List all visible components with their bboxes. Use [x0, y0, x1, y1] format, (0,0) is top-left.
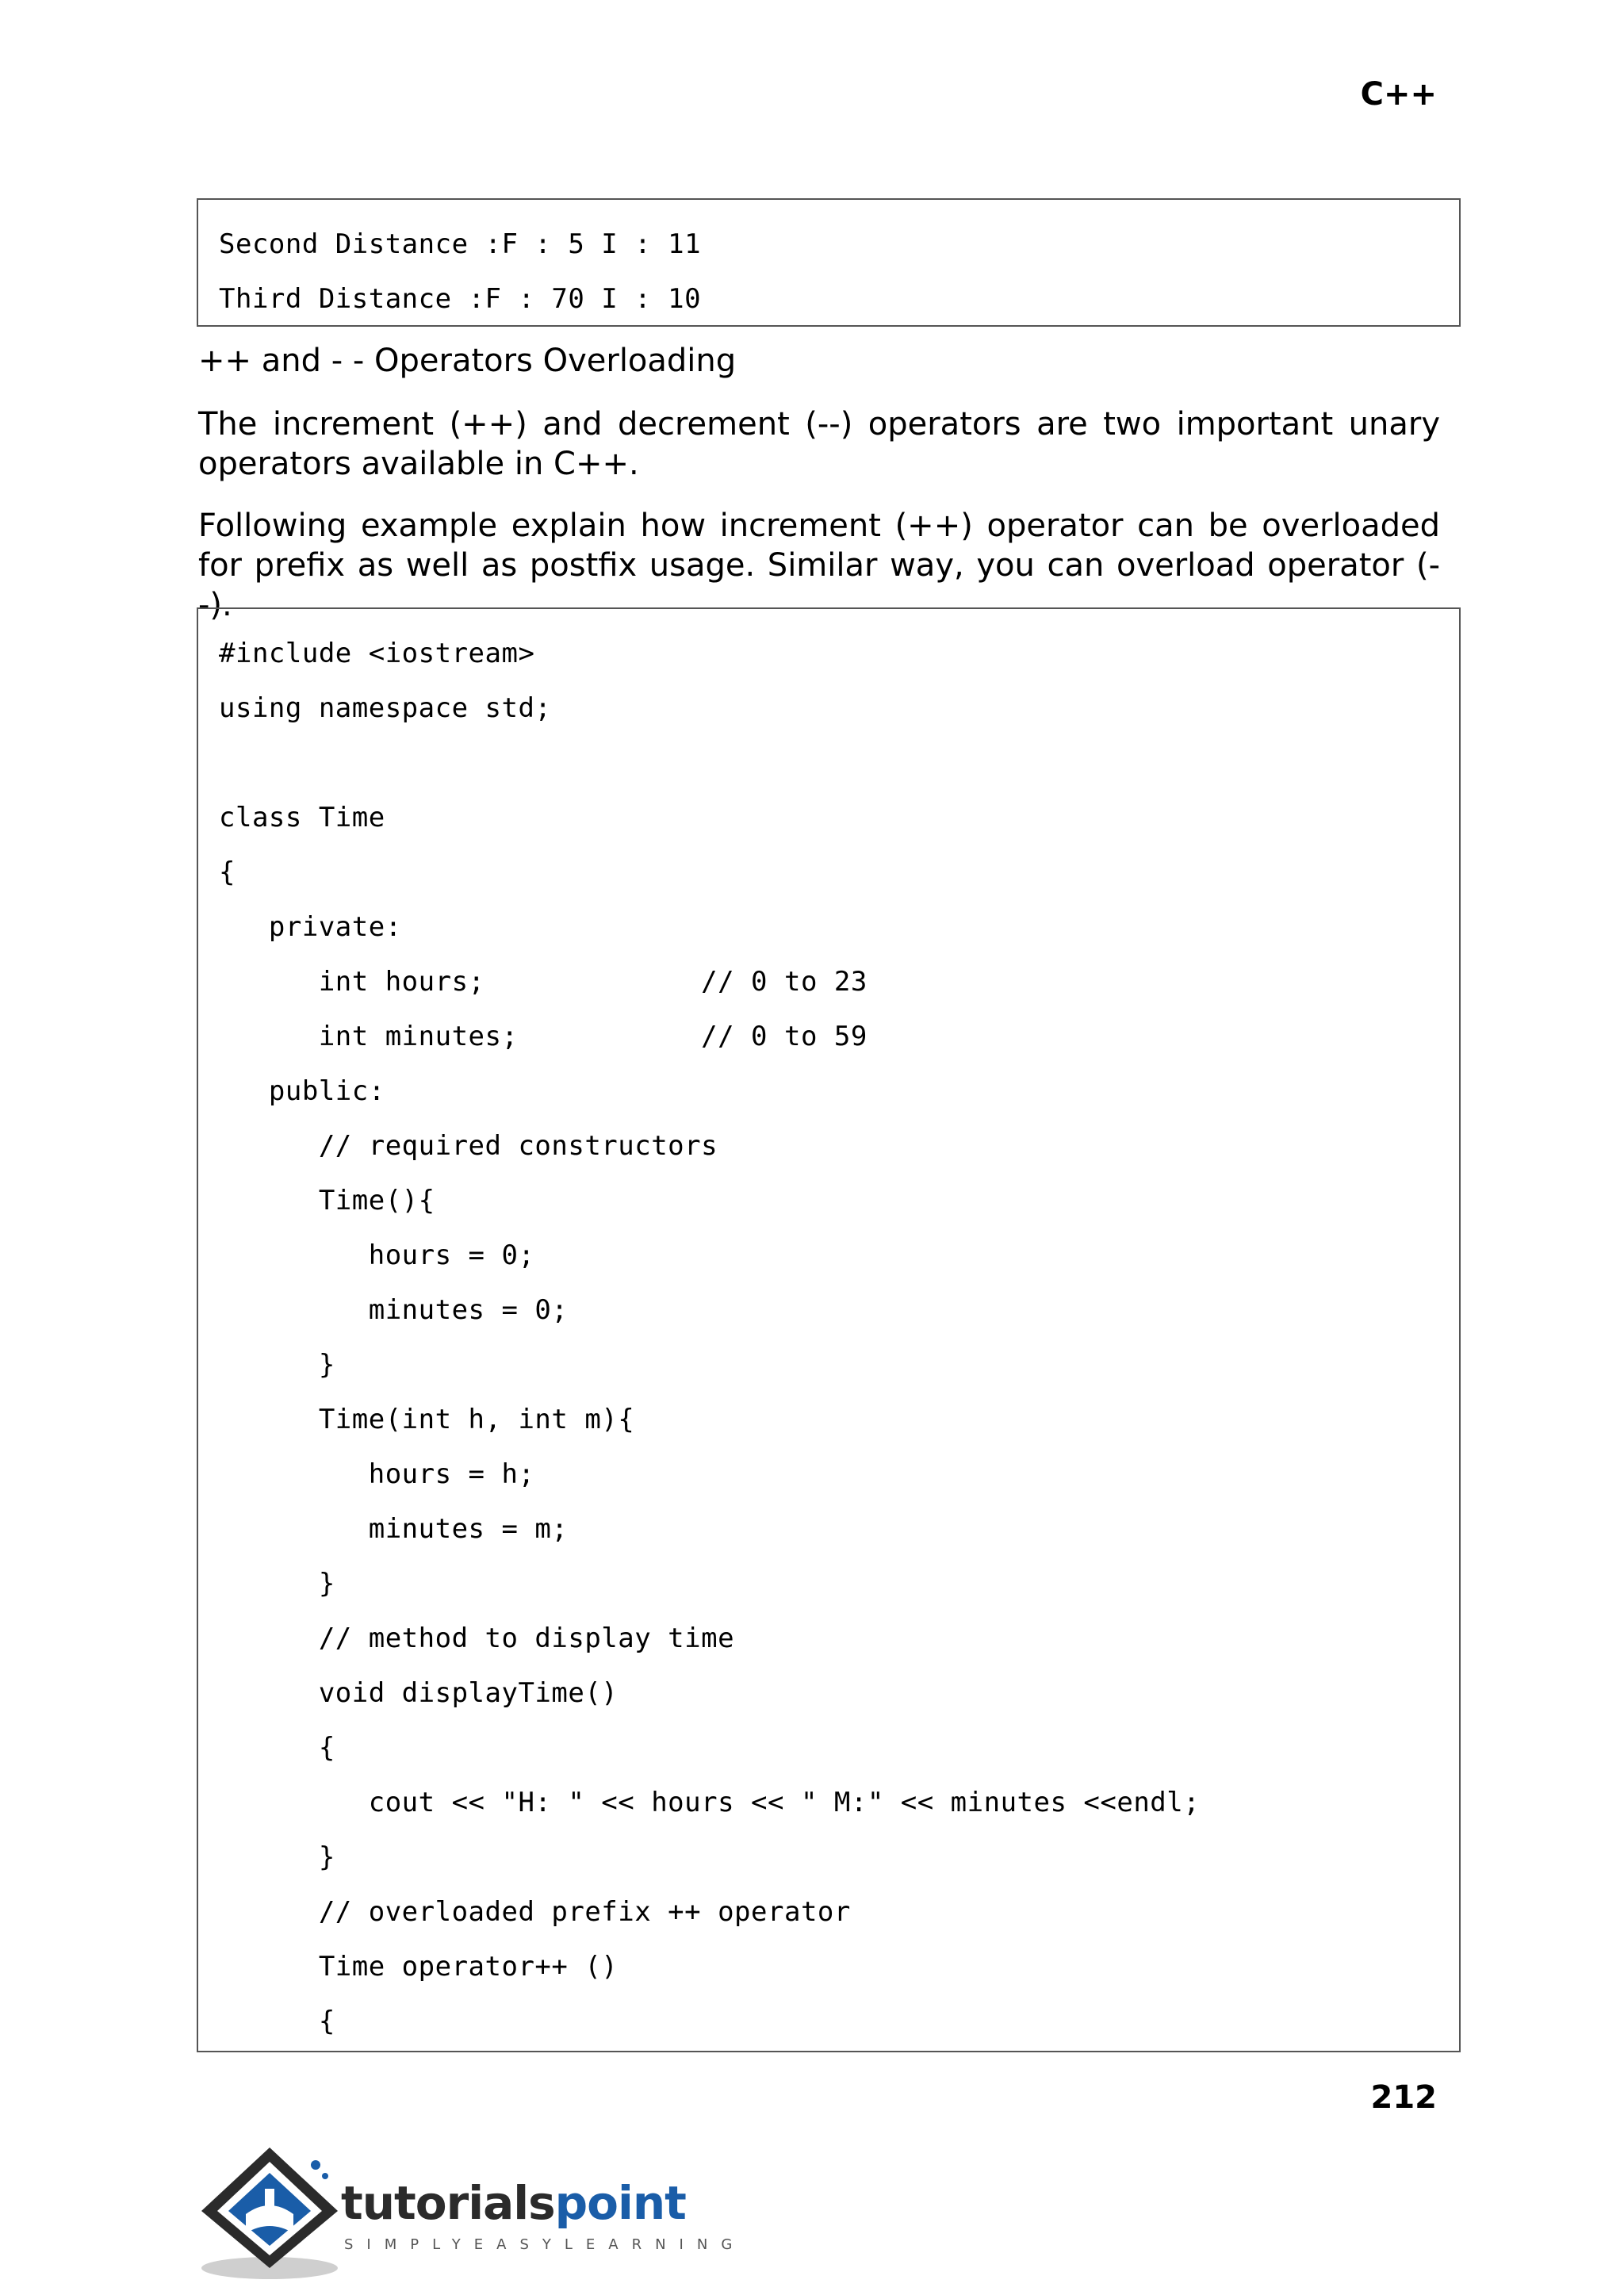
code-line: Time operator++ () — [219, 1951, 619, 1983]
code-line: // overloaded prefix ++ operator — [219, 1896, 851, 1928]
header-title: C++ — [1360, 76, 1437, 113]
code-line: minutes = m; — [219, 1513, 569, 1545]
code-line: void displayTime() — [219, 1677, 619, 1709]
paragraph: Following example explain how increment (++) operator can be overloaded for prefix as well as postfix usage. Similar way, you can overload operator (--). — [198, 508, 1440, 623]
logo-tagline: SIMPLYEASYLEARNING — [344, 2236, 746, 2253]
code-line: using namespace std; — [219, 692, 552, 724]
paragraph: The increment (++) and decrement (--) operators are two important unary operators available in C++. — [198, 406, 1440, 482]
code-line: cout << "H: " << hours << " M:" << minutes <<endl; — [219, 1787, 1201, 1818]
code-line: #include <iostream> — [219, 638, 535, 669]
code-line: hours = 0; — [219, 1239, 535, 1271]
code-line: } — [219, 1349, 335, 1381]
code-line: minutes = 0; — [219, 1294, 569, 1326]
section-heading: ++ and - - Operators Overloading — [198, 343, 737, 379]
code-line: class Time — [219, 802, 385, 833]
output-line: Second Distance :F : 5 I : 11 — [219, 228, 702, 260]
logo-wordmark — [341, 2176, 686, 2230]
logo-word-tutorials: tutorials — [341, 2176, 555, 2230]
code-line: Time(int h, int m){ — [219, 1404, 635, 1435]
code-line: hours = h; — [219, 1458, 535, 1490]
output-line: Third Distance :F : 70 I : 10 — [219, 283, 702, 315]
code-block — [197, 607, 1461, 2052]
logo-word-point: point — [554, 2176, 686, 2230]
code-line: { — [219, 2006, 335, 2037]
page-number: 212 — [1370, 2079, 1437, 2116]
code-line: public: — [219, 1075, 385, 1107]
logo-diamond-icon — [197, 2141, 355, 2284]
code-line: { — [219, 856, 236, 888]
code-line: Time(){ — [219, 1185, 435, 1216]
code-line: } — [219, 1568, 335, 1600]
code-line — [219, 736, 1459, 791]
output-box — [197, 198, 1461, 327]
code-line: private: — [219, 911, 402, 943]
code-line: // required constructors — [219, 1130, 718, 1162]
code-line: int minutes; // 0 to 59 — [219, 1021, 868, 1052]
code-line: { — [219, 1732, 335, 1764]
tutorialspoint-logo — [197, 2141, 746, 2284]
code-line: // method to display time — [219, 1623, 735, 1654]
code-line: int hours; // 0 to 23 — [219, 966, 868, 998]
code-line: } — [219, 1841, 335, 1873]
